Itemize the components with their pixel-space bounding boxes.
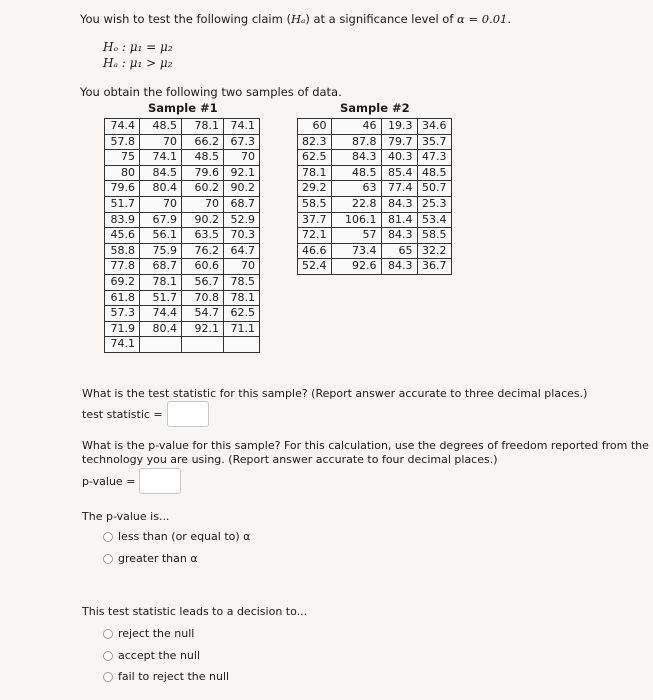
q4-option-accept[interactable] [103,649,200,662]
q2-answer-row [82,468,181,494]
table-cell: 37.7 [298,212,332,228]
table-cell: 53.4 [417,212,451,228]
table-cell: 70 [182,196,224,212]
table-row [298,243,452,259]
table-row [298,165,452,181]
q2-prompt-line2: technology you are using. (Report answer accurate to four decimal places.) [82,453,498,466]
q3-option-greater-than[interactable] [103,552,198,565]
table-cell: 80.4 [140,321,182,337]
claim-text: You wish to test the following claim (Hₐ) at a significance level of α = 0.01. [80,12,512,26]
table-cell: 77.8 [105,259,140,275]
table-cell: 65 [381,243,417,259]
table-cell: 78.5 [224,274,260,290]
table-cell: 68.7 [140,259,182,275]
table-cell: 77.4 [381,181,417,197]
alt-hypothesis: Hₐ : μ₁ > μ₂ [103,56,173,70]
q1-answer-row [82,401,209,427]
radio-button[interactable] [103,651,113,661]
table-cell: 51.7 [105,196,140,212]
table-row [105,306,260,322]
q4-option-label: fail to reject the null [118,670,230,683]
table-cell: 71.1 [224,321,260,337]
table-cell: 78.1 [182,119,224,135]
table-cell: 76.2 [182,243,224,259]
table-cell: 78.1 [224,290,260,306]
ha-symbol: Hₐ [290,12,306,26]
table-cell: 62.5 [224,306,260,322]
test-statistic-input[interactable] [167,401,209,427]
table-cell: 87.8 [331,134,381,150]
table-cell: 48.5 [417,165,451,181]
table-cell: 90.2 [182,212,224,228]
table-row [298,119,452,135]
table-cell: 58.5 [298,196,332,212]
table-cell: 79.6 [182,165,224,181]
radio-button[interactable] [103,554,113,564]
table-cell: 68.7 [224,196,260,212]
q1-prompt: What is the test statistic for this sample? (Report answer accurate to three decimal places.) [82,387,588,400]
table-cell: 57 [331,228,381,244]
table-cell: 32.2 [417,243,451,259]
table-cell: 78.1 [298,165,332,181]
table-cell: 75 [105,150,140,166]
table-cell: 74.4 [140,306,182,322]
table-cell: 84.3 [381,196,417,212]
table-row [105,243,260,259]
table-row [298,134,452,150]
table-row [105,290,260,306]
table-row [105,321,260,337]
table-row [298,228,452,244]
table-row [298,181,452,197]
table-cell: 25.3 [417,196,451,212]
table-cell: 85.4 [381,165,417,181]
table-cell: 71.9 [105,321,140,337]
table-cell: 63 [331,181,381,197]
table-row [105,181,260,197]
q4-prompt: This test statistic leads to a decision to... [82,605,308,618]
table-row [105,274,260,290]
q4-option-label: accept the null [118,649,201,662]
table-row [298,196,452,212]
table-cell: 60.2 [182,181,224,197]
table-row [105,134,260,150]
table-cell: 57.8 [105,134,140,150]
table-cell: 46.6 [298,243,332,259]
sample1-title: Sample #1 [148,101,218,115]
table-row [105,337,260,353]
table-row [105,196,260,212]
table-cell: 40.3 [381,150,417,166]
table-row [105,165,260,181]
q3-option-label: less than (or equal to) α [118,530,251,543]
table-cell: 74.1 [140,150,182,166]
table-cell: 47.3 [417,150,451,166]
table-row [105,150,260,166]
table-cell: 57.3 [105,306,140,322]
table-cell: 35.7 [417,134,451,150]
table-cell: 67.3 [224,134,260,150]
radio-button[interactable] [103,629,113,639]
table-row [298,150,452,166]
table-cell: 56.1 [140,228,182,244]
table-cell: 60 [298,119,332,135]
table-cell: 54.7 [182,306,224,322]
table-cell: 84.3 [381,259,417,275]
table-cell: 50.7 [417,181,451,197]
table-cell: 79.6 [105,181,140,197]
table-cell: 52.4 [298,259,332,275]
table-row [298,259,452,275]
table-cell: 73.4 [331,243,381,259]
table-cell: 67.9 [140,212,182,228]
table-row [105,228,260,244]
table-cell: 60.6 [182,259,224,275]
p-value-input[interactable] [139,468,181,494]
table-cell: 90.2 [224,181,260,197]
table-cell: 56.7 [182,274,224,290]
table-cell: 82.3 [298,134,332,150]
table-cell: 63.5 [182,228,224,244]
table-cell: 58.8 [105,243,140,259]
table-cell: 74.1 [105,337,140,353]
table-cell: 45.6 [105,228,140,244]
sample1-table [104,118,260,353]
table-cell [140,337,182,353]
table-row [105,212,260,228]
table-cell: 106.1 [331,212,381,228]
table-cell: 84.5 [140,165,182,181]
null-hypothesis: Hₒ : μ₁ = μ₂ [103,40,173,54]
table-cell: 69.2 [105,274,140,290]
table-cell: 19.3 [381,119,417,135]
table-cell: 48.5 [182,150,224,166]
sample2-title: Sample #2 [340,101,410,115]
table-cell: 62.5 [298,150,332,166]
q2-prompt-line1: What is the p-value for this sample? For this calculation, use the degrees of freedom reported from the [82,439,649,452]
table-cell: 22.8 [331,196,381,212]
q4-option-reject[interactable] [103,627,194,640]
table-cell: 74.1 [224,119,260,135]
table-cell: 81.4 [381,212,417,228]
radio-button[interactable] [103,672,113,682]
table-cell: 70 [140,134,182,150]
table-cell: 84.3 [381,228,417,244]
q4-option-label: reject the null [118,627,195,640]
test-statistic-label: test statistic = [82,407,163,421]
table-cell: 83.9 [105,212,140,228]
table-cell [182,337,224,353]
sample2-table [297,118,452,275]
table-cell: 78.1 [140,274,182,290]
table-cell: 92.6 [331,259,381,275]
table-cell: 58.5 [417,228,451,244]
table-cell: 52.9 [224,212,260,228]
table-cell [224,337,260,353]
table-row [105,119,260,135]
p-value-label: p-value = [82,474,136,488]
obtain-text: You obtain the following two samples of data. [80,85,342,99]
table-cell: 80 [105,165,140,181]
table-cell: 51.7 [140,290,182,306]
table-cell: 79.7 [381,134,417,150]
table-cell: 36.7 [417,259,451,275]
table-cell: 70 [224,259,260,275]
table-cell: 64.7 [224,243,260,259]
table-cell: 29.2 [298,181,332,197]
table-cell: 84.3 [331,150,381,166]
table-cell: 48.5 [140,119,182,135]
alpha-expression: α = 0.01 [457,12,508,26]
table-cell: 70 [140,196,182,212]
table-cell: 72.1 [298,228,332,244]
table-cell: 70.8 [182,290,224,306]
table-cell: 80.4 [140,181,182,197]
table-cell: 75.9 [140,243,182,259]
table-cell: 92.1 [224,165,260,181]
table-row [105,259,260,275]
table-cell: 46 [331,119,381,135]
q3-option-label: greater than α [118,552,198,565]
radio-button[interactable] [103,532,113,542]
table-cell: 34.6 [417,119,451,135]
q3-prompt: The p-value is... [82,510,170,523]
table-cell: 74.4 [105,119,140,135]
table-cell: 92.1 [182,321,224,337]
q3-option-less-than[interactable] [103,530,250,543]
table-cell: 61.8 [105,290,140,306]
table-cell: 48.5 [331,165,381,181]
table-cell: 66.2 [182,134,224,150]
table-cell: 70 [224,150,260,166]
table-cell: 70.3 [224,228,260,244]
table-row [298,212,452,228]
q4-option-fail-to-reject[interactable] [103,670,229,683]
